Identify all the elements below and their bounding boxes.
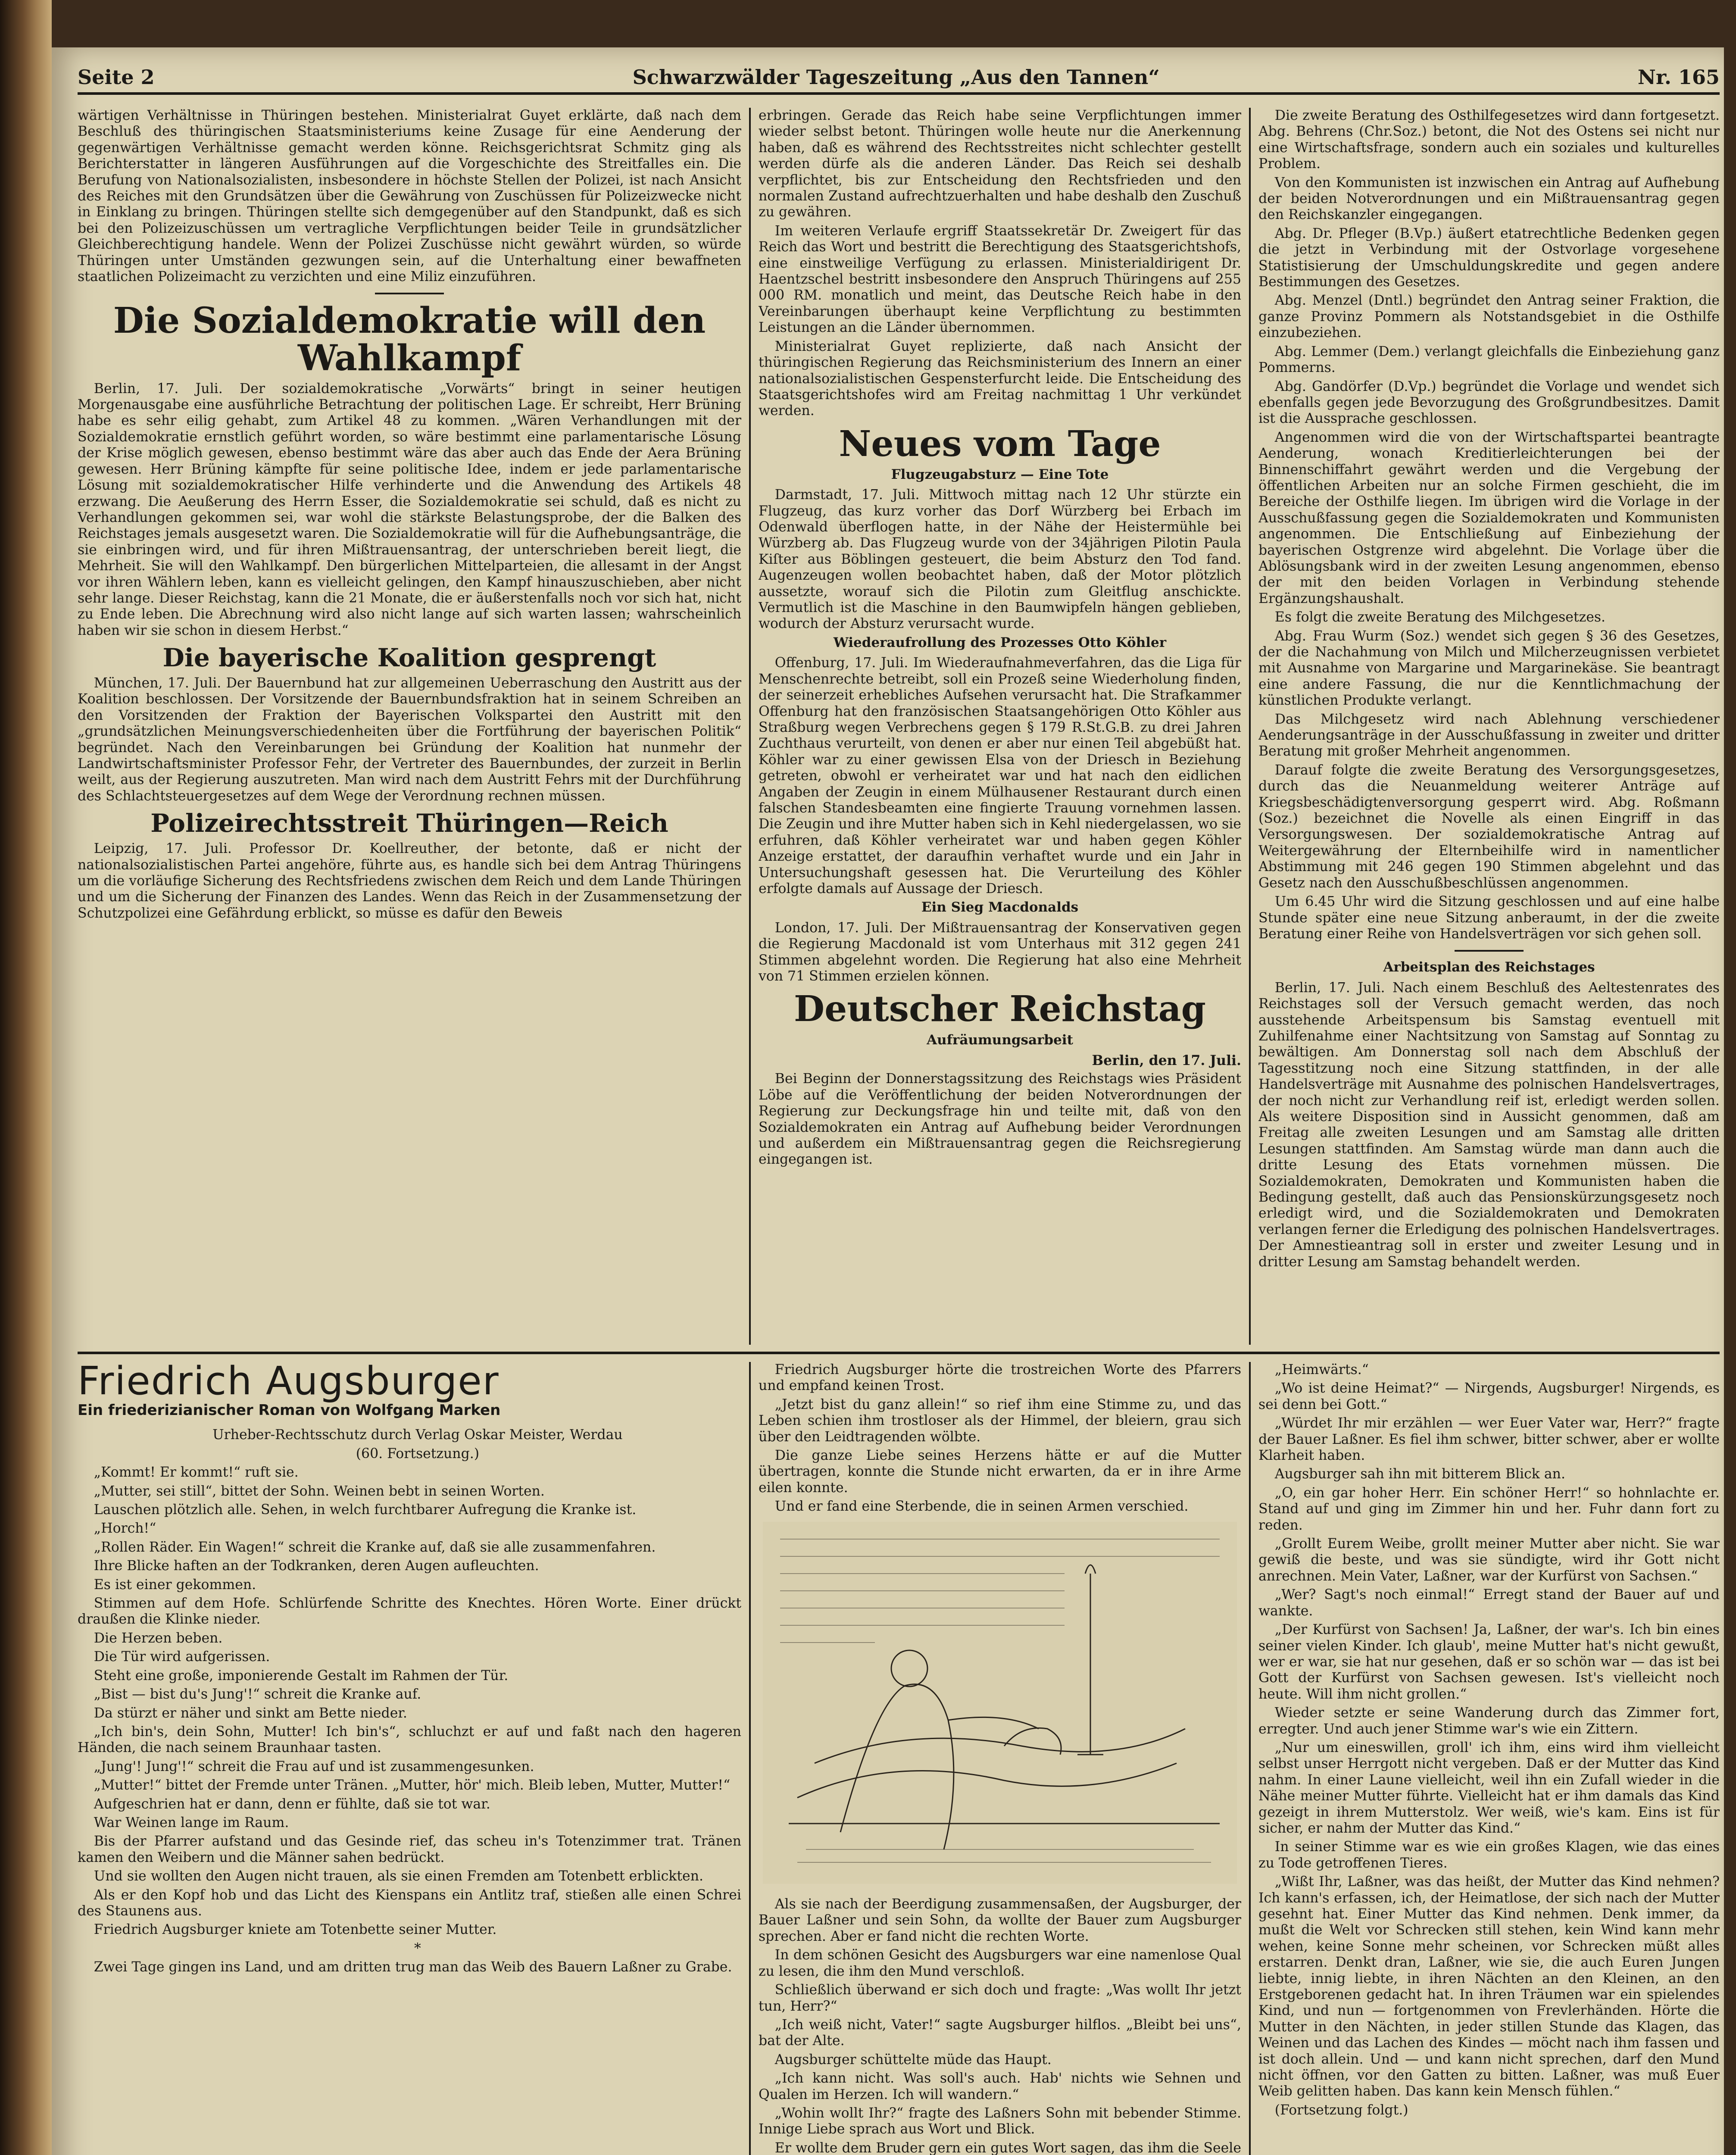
issue-number: Nr. 165 bbox=[1637, 66, 1720, 89]
serial-title: Friedrich Augsburger bbox=[78, 1362, 500, 1404]
column-rule bbox=[1249, 108, 1251, 1345]
serial-paragraph: Stimmen auf dem Hofe. Schlürfende Schritte des Knechtes. Hören Worte. Einer drückt draußen die Klinke nieder. bbox=[78, 1596, 741, 1627]
article-koehler: Offenburg, 17. Juli. Im Wiederaufnahmeverfahren, das die Liga für Menschenrechte betreibt, soll ein Prozeß seine Wiederholung finden, der seinerzeit erhebliches Aufsehen verursacht hat. Die Strafkammer Offenburg hat den französischen Staatsangehörigen Otto Köhler aus Straßburg wegen Verbrechens gegen § 179 R.St.G.B. zu drei Jahren Zuchthaus verurteilt, von denen er aber nur einen Teil abgebüßt hat. Köhler war zu einer gewissen Elsa von der Driesch in Beziehung getreten, obwohl er verheiratet war und hat nach den eidlichen Angaben der Zeugin in einem Mülhausener Restaurant durch einen falschen Standesbeamten eine fingierte Trauung vornehmen lassen. Die Zeugin und ihre Mutter haben sich in Kehl niedergelassen, wo sie erfuhren, daß Köhler verheiratet war und haben gegen Köhler Anzeige erstattet, der daraufhin verhaftet wurde und ein Jahr in Untersuchungshaft gesessen hat. Die Verurteilung des Köhler erfolgte damals auf Aussage der Driesch. bbox=[759, 655, 1241, 896]
serial-paragraph: Da stürzt er näher und sinkt am Bette nieder. bbox=[94, 1705, 407, 1721]
serial-paragraph: * bbox=[414, 1940, 421, 1956]
article-arbeitsplan: Berlin, 17. Juli. Nach einem Beschluß des Aeltestenrates des Reichstages soll der Versuch gemacht werden, das noch ausstehende Arbeitspensum bis Samstag eventuell mit Zuhilfenahme einer Nachtsitzung von Samstag auf Sonntag zu bewältigen. Am Donnerstag soll nach dem Abschluß der Tagesstitzung noch eine Sitzung stattfinden, in der alle Handelsverträge mit Ausnahme des polnischen Handelsvertrages, der noch nicht zur Verhandlung reif ist, erledigt werden sollen. Als weitere Disposition sind in Aussicht genommen, daß am Freitag alle zweiten Lesungen und am Samstag alle dritten Lesungen stattfinden. Am Samstag würde man dann auch die dritte Lesung des Etats vornehmen müssen. Die Sozialdemokraten, Demokraten und Kommunisten haben die Bedingung gestellt, daß auch das Pensionskürzungsgesetz noch erledigt wird, und die Sozialdemokraten und Demokraten verlangen ferner die Erledigung des polnischen Handelsvertrages. Der Amnestieantrag soll in erster und zweiter Lesung und in dritter Lesung am Samstag behandelt werden. bbox=[1258, 980, 1720, 1270]
article-polizeirechtsstreit: Leipzig, 17. Juli. Professor Dr. Koellreuther, der betonte, daß er nicht der nationalsozialistischen Partei angehöre, führte aus, es handle sich bei dem Antrag Thüringens um die vorläufige Sicherung des Rechtsfriedens zwischen dem Reich und dem Lande Thüringen und um die Sicherung der Finanzen des Landes. Wenn das Reich in der Zusammensetzung der Schutzpolizei eine Gefährdung erblickt, so müsse es dafür den Beweis bbox=[78, 841, 741, 921]
paragraph: Abg. Gandörfer (D.Vp.) begründet die Vorlage und wendet sich ebenfalls gegen jede Bevorzugung des Großgrundbesitzes. Damit ist die Aussprache geschlossen. bbox=[1258, 378, 1720, 427]
serial-text bbox=[78, 1465, 741, 1975]
serial-paragraph: Schließlich überwand er sich doch und fragte: „Was wollt Ihr jetzt tun, Herr?“ bbox=[759, 1982, 1241, 2014]
headline-sozialdemokratie: Die Sozialdemokratie will den Wahlkampf bbox=[113, 300, 706, 379]
page-header bbox=[78, 60, 1720, 95]
serial-paragraph: „Wißt Ihr, Laßner, was das heißt, der Mutter das Kind nehmen? Ich kann's erfassen, ich, der Heimatlose, der sich nach der Mutter gesehnt hat. Einer Mutter das Kind nehmen. Denk immer, da mußt die Welt vor Schrecken still stehen, kein Wind kann mehr wehen, keine Sonne mehr scheinen, vor Schrecken müßt alles erstarren. Denkt dran, Laßner, wie sie, die auch Euren Jungen liebte, innig liebte, in ihren Nächten an den Kleinen, an den Erstgeborenen gedacht hat. In ihren Träumen war ein spielendes Kind, und nun — fortgenommen von Frevlerhänden. Hörte die Mutter in den Nächten, in jeder stillen Stunde das Klagen, das Weinen und das Lachen des Kindes — möcht nach ihm fassen und ist doch allein. Und — und kann nicht sprechen, darf den Mund nicht öffnen, vor den Gatten zu bitten. Laßner, was muß Euer Weib gelitten haben. Das kann kein Mensch fühlen.“ bbox=[1258, 1874, 1720, 2099]
serial-column-3 bbox=[1258, 1362, 1720, 2155]
column-2 bbox=[759, 108, 1241, 1345]
serial-paragraph: „Heimwärts.“ bbox=[1274, 1362, 1369, 1377]
serial-paragraph: Er wollte dem Bruder gern ein gutes Wort sagen, das ihm die Seele bbox=[774, 2140, 1241, 2155]
subheading-koehler: Wiederaufrollung des Prozesses Otto Köhler bbox=[833, 634, 1167, 650]
article-continuation: erbringen. Gerade das Reich habe seine Verpflichtungen immer wieder selbst betont. Thüringen wolle heute nur die Anerkennung haben, daß es während des Rechtsstreites nicht schlechter gestellt werden dürfe als die anderen Länder. Das Reich sei deshalb verpflichtet, bis zur Entscheidung den Rechtsfrieden und den normalen Zustand aufrechtzuerhalten und habe deshalb den Zuschuß zu gewähren. bbox=[759, 108, 1241, 220]
section-rule bbox=[78, 1352, 1720, 1354]
serial-paragraph: Zwei Tage gingen ins Land, und am dritten trug man das Weib des Bauern Laßner zu Grabe. bbox=[94, 1959, 732, 1975]
serial-paragraph: Friedrich Augsburger hörte die trostreichen Worte des Pfarrers und empfand keinen Trost. bbox=[759, 1362, 1241, 1394]
paragraph: Von den Kommunisten ist inzwischen ein Antrag auf Aufhebung der beiden Notverordnungen und ein Mißtrauensantrag gegen den Reichskanzler eingegangen. bbox=[1258, 175, 1720, 223]
paragraph: Abg. Frau Wurm (Soz.) wendet sich gegen § 36 des Gesetzes, der die Nachahmung von Milch und Milcherzeugnissen verbietet mit Ausnahme von Margarine und Margarinekäse. Sie beantragt eine andere Fassung, die nur die Kenntlichmachung der künstlichen Produkte verlangt. bbox=[1258, 628, 1720, 709]
serial-paragraph: Augsburger schüttelte müde das Haupt. bbox=[774, 2052, 1052, 2068]
serial-paragraph: Steht eine große, imponierende Gestalt im Rahmen der Tür. bbox=[94, 1668, 509, 1683]
serial-paragraph: „Mutter!“ bittet der Fremde unter Tränen. „Mutter, hör' mich. Bleib leben, Mutter, Mutter!“ bbox=[94, 1777, 731, 1793]
serial-paragraph: In seiner Stimme war es wie ein großes Klagen, wie das eines zu Tode getroffenen Tieres. bbox=[1258, 1839, 1720, 1871]
installment-number: (60. Fortsetzung.) bbox=[356, 1446, 480, 1462]
column-rule bbox=[749, 1362, 751, 2155]
paragraph: Abg. Lemmer (Dem.) verlangt gleichfalls die Einbeziehung ganz Pommerns. bbox=[1258, 344, 1720, 376]
serial-paragraph: „Würdet Ihr mir erzählen — wer Euer Vater war, Herr?“ fragte der Bauer Laßner. Es fiel ihm schwer, bitter schwer, aber er wollte Klarheit haben. bbox=[1258, 1415, 1720, 1464]
serial-paragraph: „Bist — bist du's Jung'!“ schreit die Kranke auf. bbox=[94, 1687, 422, 1702]
column-3 bbox=[1258, 108, 1720, 1345]
newspaper-page bbox=[52, 47, 1724, 2155]
dateline: Berlin, den 17. Juli. bbox=[1092, 1052, 1241, 1068]
paragraph: Um 6.45 Uhr wird die Sitzung geschlossen und auf eine halbe Stunde später eine neue Sitzung anberaumt, in der die zweite Beratung einer Reihe von Handelsverträgen vor sich gehen soll. bbox=[1258, 894, 1720, 942]
serial-paragraph: Die ganze Liebe seines Herzens hätte er auf die Mutter übertragen, konnte die Stunde nicht erwarten, da er in ihre Arme eilen konnte. bbox=[759, 1448, 1241, 1496]
serial-paragraph: Lauschen plötzlich alle. Sehen, in welch furchtbarer Aufregung die Kranke ist. bbox=[94, 1502, 637, 1518]
serial-text bbox=[759, 1896, 1241, 2155]
serial-paragraph: Augsburger sah ihn mit bitterem Blick an. bbox=[1274, 1466, 1565, 1482]
divider bbox=[375, 293, 444, 294]
column-1 bbox=[78, 108, 741, 1345]
serial-paragraph: „Rollen Räder. Ein Wagen!“ schreit die Kranke auf, daß sie alle zusammenfahren. bbox=[94, 1539, 656, 1555]
paragraph: Im weiteren Verlaufe ergriff Staatssekretär Dr. Zweigert für das Reich das Wort und bestritt die Berechtigung des Staatsgerichtshofs, eine einstweilige Verfügung zu erlassen. Ministerialdirigent Dr. Haentzschel bestritt insbesondere den Anspruch Thüringens auf 255 000 RM. monatlich und meint, das Deutsche Reich habe in den Vereinbarungen überhaupt keine Verpflichtung zu bestimmten Leistungen an die Länder übernommen. bbox=[759, 223, 1241, 336]
paragraph: Es folgt die zweite Beratung des Milchgesetzes. bbox=[1274, 609, 1606, 625]
serial-paragraph: Die Tür wird aufgerissen. bbox=[94, 1649, 270, 1665]
article-bayerische-koalition: München, 17. Juli. Der Bauernbund hat zur allgemeinen Ueberraschung den Austritt aus der Koalition beschlossen. Der Vorsitzende der Bauernbundsfraktion hat in seinem Schreiben an den Vorsitzenden der Fraktion der Bayerischen Volkspartei den Austritt mit den „grundsätzlichen Meinungsverschiedenheiten über die Fortführung der bayerischen Politik“ begründet. Nach den Vereinbarungen bei Gründung der Koalition hat nunmehr der Landwirtschaftsminister Professor Fehr, der Vertreter des Bauernbundes, der zurzeit in Berlin weilt, aus der Regierung auszutreten. Man wird nach dem Austritt Fehrs mit der Durchführung des Schlachtsteuergesetzes auf dem Wege der Verordnung rechnen müssen. bbox=[78, 675, 741, 804]
serial-paragraph: Bis der Pfarrer aufstand und das Gesinde rief, das scheu in's Totenzimmer trat. Tränen kamen den Weibern und die Männer sahen bedrückt. bbox=[78, 1833, 741, 1865]
headline-polizeirechtsstreit: Polizeirechtsstreit Thüringen—Reich bbox=[150, 809, 668, 838]
article-macdonald: London, 17. Juli. Der Mißtrauensantrag der Konservativen gegen die Regierung Macdonald ist vom Unterhaus mit 312 gegen 241 Stimmen abgelehnt worden. Die Regierung hat also eine Mehrheit von 71 Stimmen erzielen können. bbox=[759, 920, 1241, 984]
subheading-arbeitsplan: Arbeitsplan des Reichstages bbox=[1383, 959, 1595, 975]
paragraph: Die zweite Beratung des Osthilfegesetzes wird dann fortgesetzt. Abg. Behrens (Chr.Soz.) betont, die Not des Ostens sei nicht nur eine Wirtschaftsfrage, sondern auch ein soziales und kulturelles Problem. bbox=[1258, 108, 1720, 172]
headline-neues-vom-tage: Neues vom Tage bbox=[839, 423, 1161, 465]
deathbed-illustration bbox=[759, 1522, 1241, 1884]
paragraph: Das Milchgesetz wird nach Ablehnung verschiedener Aenderungsanträge in der Ausschußfassung in zweiter und dritter Beratung mit großer Mehrheit angenommen. bbox=[1258, 711, 1720, 759]
subheading-macdonald: Ein Sieg Macdonalds bbox=[921, 899, 1079, 915]
serial-paragraph: War Weinen lange im Raum. bbox=[94, 1815, 289, 1830]
serial-paragraph: „O, ein gar hoher Herr. Ein schöner Herr!“ so hohnlachte er. Stand auf und ging im Zimmer hin und her. Fuhr dann fort zu reden. bbox=[1258, 1485, 1720, 1533]
serial-subtitle: Ein friederizianischer Roman von Wolfgang Marken bbox=[78, 1402, 501, 1419]
serial-paragraph: „Ich kann nicht. Was soll's auch. Hab' nichts wie Sehnen und Qualen im Herzen. Ich will wandern.“ bbox=[759, 2071, 1241, 2102]
serial-paragraph: Und er fand eine Sterbende, die in seinen Armen verschied. bbox=[774, 1499, 1189, 1515]
serial-paragraph: Als sie nach der Beerdigung zusammensaßen, der Augsburger, der Bauer Laßner und sein Sohn, da wollte der Bauer zum Augsburger sprechen. Aber er fand nicht die rechten Worte. bbox=[759, 1896, 1241, 1944]
paragraph: Abg. Menzel (Dntl.) begründet den Antrag seiner Fraktion, die ganze Provinz Pommern als Notstandsgebiet in die Osthilfe einzubeziehen. bbox=[1258, 293, 1720, 341]
serial-text bbox=[759, 1362, 1241, 1515]
serial-paragraph: Wieder setzte er seine Wanderung durch das Zimmer fort, erregter. Und auch jener Stimme war's wie ein Zittern. bbox=[1258, 1705, 1720, 1737]
serial-paragraph: „Grollt Eurem Weibe, grollt meiner Mutter aber nicht. Sie war gewiß die beste, und was sie sündigte, wird ihr Gott nicht anrechnen. Mein Vater, Laßner, war der Kurfürst von Sachsen.“ bbox=[1258, 1536, 1720, 1584]
subheading-flugzeugabsturz: Flugzeugabsturz — Eine Tote bbox=[891, 466, 1109, 482]
serial-paragraph: Friedrich Augsburger kniete am Totenbette seiner Mutter. bbox=[94, 1922, 497, 1938]
serial-paragraph: „Mutter, sei still“, bittet der Sohn. Weinen bebt in seinen Worten. bbox=[94, 1483, 545, 1499]
paragraph: Abg. Dr. Pfleger (B.Vp.) äußert etatrechtliche Bedenken gegen die jetzt in Verbindung mit der Ostvorlage vorgesehene Statistisierung der Umschuldungskredite und gegen andere Bestimmungen des Gesetzes. bbox=[1258, 225, 1720, 290]
paragraph: Ministerialrat Guyet replizierte, daß nach Ansicht der thüringischen Regierung das Reichsministerium des Innern an einer nationalsozialistischen Gespensterfurcht leide. Die Entscheidung des Staatsgerichtshofes wird am Freitag nachmittag 1 Uhr verkündet werden. bbox=[759, 338, 1241, 419]
serial-column-2 bbox=[759, 1362, 1241, 2155]
serial-paragraph: Und sie wollten den Augen nicht trauen, als sie einen Fremden am Totenbett erblickten. bbox=[94, 1868, 703, 1884]
paragraph: Darauf folgte die zweite Beratung des Versorgungsgesetzes, durch das die Neuanmeldung weiterer Anträge auf Kriegsbeschädigtenversorgung gesperrt wird. Abg. Roßmann (Soz.) bezeichnet die Novelle als einen Eingriff in das Versorgungswesen. Der sozialdemokratische Antrag auf Weitergewährung der Elternbeihilfe wird in namentlicher Abstimmung mit 246 gegen 190 Stimmen abgelehnt und das Gesetz nach den Ausschußbeschlüssen angenommen. bbox=[1258, 762, 1720, 891]
serial-paragraph: „Der Kurfürst von Sachsen! Ja, Laßner, der war's. Ich bin eines seiner vielen Kinder. Ich glaub', meine Mutter hat's nicht gewußt, wer er war, sie hat nur gesehen, daß er so schön war — das ist bei Gott der Kurfürst von Sachsen gewesen. Ist's vielleicht noch heute. Will ihm nicht grollen.“ bbox=[1258, 1622, 1720, 1702]
divider bbox=[1455, 950, 1524, 952]
subheading-aufraeumungsarbeit: Aufräumungsarbeit bbox=[927, 1032, 1073, 1048]
serial-paragraph: Die Herzen beben. bbox=[94, 1630, 223, 1646]
serial-paragraph: „Wer? Sagt's noch einmal!“ Erregt stand der Bauer auf und wankte. bbox=[1258, 1587, 1720, 1619]
serial-paragraph: (Fortsetzung folgt.) bbox=[1274, 2102, 1408, 2118]
paragraph: Angenommen wird die von der Wirtschaftspartei beantragte Aenderung, wonach Kreditierleichterungen bei der Binnenschiffahrt gewährt werden und die Vergebung der öffentlichen Arbeiten nur an solche Firmen geschieht, die im Bereiche der Osthilfe liegen. Im übrigen wird die Vorlage in der Ausschußfassung gegen die Sozialdemokraten und Kommunisten angenommen. Die Entschließung auf Einbeziehung der bayerischen Ostgrenze wird abgelehnt. Die Vorlage über die Ablösungsbank wird in der zweiten Lesung angenommen, ebenso der mit den beiden Vorlagen in Verbindung stehende Ergänzungshaushalt. bbox=[1258, 429, 1720, 606]
serial-paragraph: Es ist einer gekommen. bbox=[94, 1577, 256, 1593]
serial-paragraph: „Nur um eineswillen, groll' ich ihm, eins wird ihm vielleicht selbst unser Herrgott nicht vergeben. Daß er der Mutter das Kind nahm. In einer Laune vielleicht, weil ihn ein Zufall wieder in die Nähe meiner Mutter führte. Vielleicht hat er ihm damals das Kind gezeigt in ihrem Mutterstolz. Wer weiß, wie's kam. Eins ist für sicher, er nahm der Mutter das Kind.“ bbox=[1258, 1740, 1720, 1836]
article-continuation: wärtigen Verhältnisse in Thüringen bestehen. Ministerialrat Guyet erklärte, daß nach dem Beschluß des thüringischen Staatsministeriums keine Zusage für eine Aenderung der gegenwärtigen Verhältnisse gemacht werden könne. Reichsgerichtsrat Schmitz ging als Berichterstatter in längeren Ausführungen auf die Vorgeschichte des Streitfalles ein. Die Berufung von Nationalsozialisten, insbesondere in höchste Stellen der Polizei, ist nach Ansicht des Reiches mit den Grundsätzen über die Gewährung von Zuschüssen für Polizeizwecke nicht in Einklang zu bringen. Thüringen stellte sich demgegenüber auf den Standpunkt, daß es sich bei den Polizeizuschüssen um vertragliche Verpflichtungen beider Teile in grundsätzlicher Gleichberechtigung handele. Wenn der Polizei Zuschüsse nicht gewährt würden, so würde Thüringen unter Umständen gezwungen sein, auf die Unterhaltung einer bewaffneten staatlichen Polizeimacht zu verzichten und eine Miliz einzuführen. bbox=[78, 108, 741, 285]
serial-paragraph: „Wohin wollt Ihr?“ fragte des Laßners Sohn mit bebender Stimme. Innige Liebe sprach aus Wort und Blick. bbox=[759, 2105, 1241, 2137]
serial-paragraph: „Ich weiß nicht, Vater!“ sagte Augsburger hilflos. „Bleibt bei uns“, bat der Alte. bbox=[759, 2017, 1241, 2049]
article-sozialdemokratie: Berlin, 17. Juli. Der sozialdemokratische „Vorwärts“ bringt in seiner heutigen Morgenausgabe eine ausführliche Betrachtung der politischen Lage. Er schreibt, Herr Brüning habe es sehr eilig gehabt, zum Artikel 48 zu kommen. „Wären Verhandlungen mit der Sozialdemokratie ernstlich geführt worden, so wäre bestimmt eine parlamentarische Lösung der Krise möglich gewesen, ebenso bestimmt wäre das aber auch das Ende der Aera Brüning gewesen. Herr Brüning kämpfte für seine politische Idee, indem er jede parlamentarische Lösung mit sozialdemokratischer Hilfe verhinderte und die Anwendung des Artikels 48 erzwang. Die Aeußerung des Herrn Esser, die Sozialdemokratie sei schuld, daß es nicht zu Verhandlungen gekommen sei, war wohl die stärkste Belastungsprobe, der die Balken des Reichstages jemals ausgesetzt waren. Die Sozialdemokratie will für die Aufhebungsanträge, die sie einbringen wird, und für ihren Mißtrauensantrag, der unterschrieben bereit liegt, die Mehrheit. Sie will den Wahlkampf. Den bürgerlichen Mittelparteien, die allesamt in der Angst vor ihren Wählern leben, kann es vielleicht gelingen, den Kampf hinauszuschieben, aber nicht sehr lange. Dieser Reichstag, kann die 21 Monate, die er äußerstenfalls noch vor sich hat, nicht zu Ende leben. Die Abrechnung wird also nicht lange auf sich warten lassen; wahrscheinlich haben wir sie schon in diesem Herbst.“ bbox=[78, 381, 741, 638]
book-spine bbox=[0, 0, 52, 2155]
page-number: Seite 2 bbox=[78, 66, 155, 89]
column-rule bbox=[1249, 1362, 1251, 2155]
serial-paragraph: Ihre Blicke haften an der Todkranken, deren Augen aufleuchten. bbox=[94, 1558, 539, 1574]
serial-paragraph: „Jetzt bist du ganz allein!“ so rief ihm eine Stimme zu, und das Leben schien ihm trostloser als der Himmel, der bleiern, grau sich über den Leidtragenden wölbte. bbox=[759, 1396, 1241, 1445]
copyright-note: Urheber-Rechtsschutz durch Verlag Oskar Meister, Werdau bbox=[212, 1427, 623, 1443]
article-flugzeugabsturz: Darmstadt, 17. Juli. Mittwoch mittag nach 12 Uhr stürzte ein Flugzeug, das kurz vorher das Dorf Würzberg bei Erbach im Odenwald überflogen hatte, in der Nähe der Heistermühle bei Würzberg ab. Das Flugzeug wurde von der 34jährigen Pilotin Paula Kiſter aus Böblingen gesteuert, die beim Absturz den Tod fand. Augenzeugen wollen beobachtet haben, daß der Motor plötzlich aussetzte, worauf sich die Pilotin zum Gleitflug anschickte. Vermutlich ist die Maschine in den Baumwipfeln hängen geblieben, wodurch der Absturz verursacht wurde. bbox=[759, 487, 1241, 632]
serial-text bbox=[1258, 1362, 1720, 2118]
serial-paragraph: „Jung'! Jung'!“ schreit die Frau auf und ist zusammengesunken. bbox=[94, 1758, 534, 1774]
article-reichstag: Bei Beginn der Donnerstagssitzung des Reichstags wies Präsident Löbe auf die Veröffentlichung der beiden Notverordnungen der Regierung zur Deckungsfrage hin und teilte mit, daß von den Sozialdemokraten ein Antrag auf Aufhebung beider Verordnungen und außerdem ein Mißtrauensantrag gegen die Reichsregierung eingegangen ist. bbox=[759, 1071, 1241, 1168]
serial-paragraph: „Wo ist deine Heimat?“ — Nirgends, Augsburger! Nirgends, es sei denn bei Gott.“ bbox=[1258, 1380, 1720, 1412]
serial-paragraph: „Kommt! Er kommt!“ ruft sie. bbox=[94, 1465, 299, 1480]
column-rule bbox=[749, 108, 751, 1345]
serial-paragraph: Aufgeschrien hat er dann, denn er fühlte, daß sie tot war. bbox=[94, 1796, 490, 1812]
newspaper-title: Schwarzwälder Tageszeitung „Aus den Tannen“ bbox=[632, 66, 1160, 89]
serial-paragraph: In dem schönen Gesicht des Augsburgers war eine namenlose Qual zu lesen, die ihm den Mund verschloß. bbox=[759, 1947, 1241, 1979]
headline-bayerische-koalition: Die bayerische Koalition gesprengt bbox=[162, 643, 656, 673]
serial-paragraph: „Horch!“ bbox=[94, 1521, 156, 1537]
serial-column-1 bbox=[78, 1362, 741, 2155]
serial-paragraph: „Ich bin's, dein Sohn, Mutter! Ich bin's“, schluchzt er auf und faßt nach den hageren Händen, die nach seinem Braunhaar tasten. bbox=[78, 1724, 741, 1756]
serial-paragraph: Als er den Kopf hob und das Licht des Kienspans ein Antlitz traf, stießen alle einen Schrei des Staunens aus. bbox=[78, 1887, 741, 1919]
headline-reichstag: Deutscher Reichstag bbox=[794, 988, 1206, 1030]
